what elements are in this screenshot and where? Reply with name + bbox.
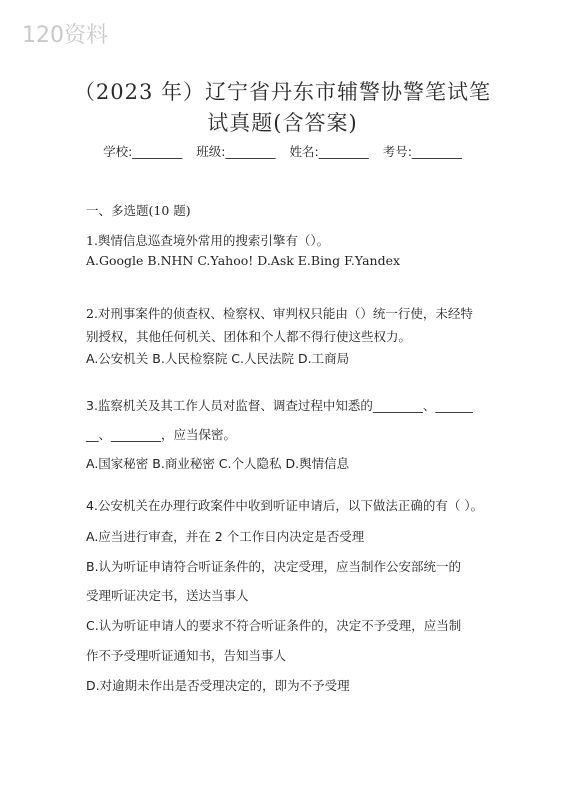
class-field: 班级:________ [196, 144, 276, 159]
question-4-option-b-line-1: B.认为听证申请符合听证条件的，决定受理，应当制作公安部统一的 [86, 559, 462, 574]
exam-number-field: 考号:________ [382, 144, 462, 159]
student-info-row [0, 142, 565, 160]
question-3-options: A.国家秘密 B.商业秘密 C.个人隐私 D.舆情信息 [86, 456, 350, 471]
question-4-option-a: A.应当进行审查，并在 2 个工作日内决定是否受理 [86, 529, 365, 544]
question-4-option-d: D.对逾期未作出是否受理决定的，即为不予受理 [86, 678, 350, 693]
document-title-line-1: （2023 年）辽宁省丹东市辅警协警笔试笔 [73, 80, 492, 104]
question-2-stem-line-2: 别授权，其他任何机关、团体和个人都不得行使这些权力。 [86, 329, 412, 344]
question-3-stem-line-2: __、________，应当保密。 [86, 427, 237, 442]
watermark: 120资料 [22, 23, 108, 48]
question-4-option-c-line-1: C.认为听证申请人的要求不符合听证条件的，决定不予受理，应当制 [86, 618, 462, 633]
document-title-line-2: 试真题(含答案) [207, 111, 358, 135]
question-4-option-c-line-2: 作不予受理听证通知书，告知当事人 [86, 648, 287, 663]
question-1-stem: 1.舆情信息巡查境外常用的搜索引擎有（）。 [86, 233, 330, 248]
question-4-option-b-line-2: 受理听证决定书，送达当事人 [86, 588, 249, 603]
question-1-options: A.Google B.NHN C.Yahoo! D.Ask E.Bing F.Yandex [86, 253, 401, 268]
question-2-stem-line-1: 2.对刑事案件的侦查权、检察权、审判权只能由（）统一行使，未经特 [86, 306, 473, 321]
question-3-stem-line-1: 3.监察机关及其工作人员对监督、调查过程中知悉的________、______ [86, 398, 473, 413]
question-4-stem: 4.公安机关在办理行政案件中收到听证申请后，以下做法正确的有（ ）。 [86, 498, 484, 513]
section-heading: 一、多选题(10 题) [86, 203, 191, 218]
name-field: 姓名:________ [289, 144, 369, 159]
question-2-options: A.公安机关 B.人民检察院 C.人民法院 D.工商局 [86, 351, 350, 366]
school-field: 学校:________ [103, 144, 183, 159]
